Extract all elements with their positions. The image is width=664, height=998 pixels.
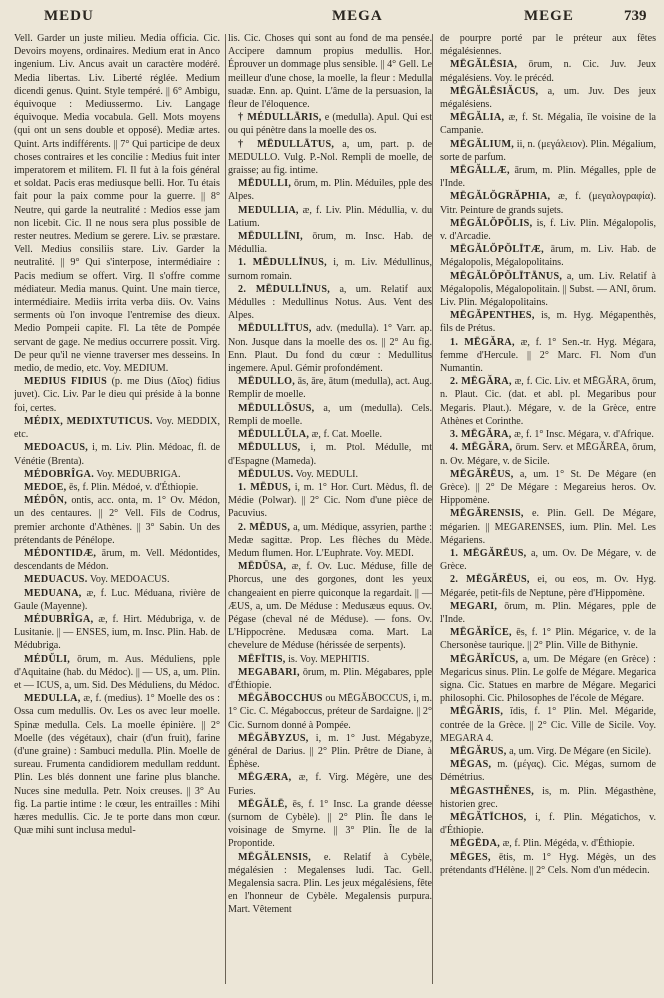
dictionary-entry xyxy=(440,705,656,745)
entry-definition: a, um, part. p. de MEDULLO. Vulg. P.-Nol. Rempli de moelle, de graisse; au fig. intime. xyxy=(228,138,432,177)
entry-definition: ōrum, m. Plin. Mégares, pple de l'Inde. xyxy=(440,600,656,625)
entry-definition: ōrum, m. Aus. Méduliens, pple d'Aquitaine (hab. du Médoc). || — US, a, um. Plin. et — ICUS, a, um. Sid. Des Méduliens, du Médoc. xyxy=(14,653,220,691)
entry-headword: MÉDUBRÎGA, xyxy=(24,613,94,625)
entry-definition: is, f. Liv. Plin. Mégalopolis, v. d'Arcadie. xyxy=(440,217,656,243)
entry-definition: æ, f. Hirt. Médubriga, v. de Lusitanie. || — ENSES, ium, m. Insc. Plin. Hab. de Médubriga. xyxy=(14,613,220,652)
entry-headword: MĒDULUS. xyxy=(238,468,294,480)
entry-definition: a, um (medulla). Cels. Rempli de moelle. xyxy=(228,402,432,427)
page-number: 739 xyxy=(624,8,647,24)
entry-headword: MĒGĂLIA, xyxy=(450,112,505,124)
dictionary-entry xyxy=(14,32,220,375)
entry-headword: 3. MĒGĂRA, xyxy=(450,429,512,441)
dictionary-entry xyxy=(228,560,432,652)
entry-definition: a, um. Relatif aux Médulles : Medullinus Notus. Aus. Vent des Alpes. xyxy=(228,283,432,322)
entry-definition: adv. (medulla). 1° Varr. ap. Non. Jusque dans la moelle des os. || 2° Au fig. Enn. Plaut. Du fond du cœur : Medullitus ingemere. Apul. Gémir profondément. xyxy=(228,323,432,375)
dictionary-entry xyxy=(440,837,656,850)
dictionary-entry xyxy=(14,468,220,481)
dictionary-entry xyxy=(228,177,432,203)
entry-headword: MĒGĂRUS, xyxy=(450,745,507,757)
entry-headword: MĒGĂRENSIS, xyxy=(450,508,524,520)
entry-definition: ii, n. (μεγάλειον). Plin. Mégalium, sorte de parfum. xyxy=(440,138,656,163)
entry-headword: MÉDIX, MEDIXTUTICUS. xyxy=(24,415,153,427)
dictionary-entry xyxy=(228,468,432,481)
entry-definition: æ, f. Luc. Méduana, rivière de Gaule (Mayenne). xyxy=(14,587,220,612)
entry-headword: † MĒDULLĀTUS, xyxy=(238,138,335,150)
entry-definition: a, um. Virg. De Mégare (en Sicile). xyxy=(509,745,652,757)
entry-headword: † MÉDULLĀRIS, xyxy=(238,112,322,124)
entry-headword: MĒDŪSA, xyxy=(238,561,287,573)
entry-definition: e (medulla). Apul. Qui est ou qui pénètre dans la moelle des os. xyxy=(228,112,432,137)
entry-definition: de pourpre porté par le préteur aux fêtes mégalésiennes. xyxy=(440,33,656,58)
dictionary-entry xyxy=(228,653,432,666)
entry-definition: æ, f. Plin. Mégéda, v. d'Éthiopie. xyxy=(502,838,635,850)
entry-headword: MĒGĂBYZUS, xyxy=(238,732,309,744)
entry-headword: MĒGĂLŎPŎLIS, xyxy=(450,217,533,229)
entry-definition: Voy. MEDUBRIGA. xyxy=(96,468,181,480)
entry-headword: MĒGĂLŎGRĂPHIA, xyxy=(450,191,551,203)
entry-headword: MĒGĂLIUM, xyxy=(450,138,515,150)
entry-headword: MĒDULLŬLA, xyxy=(238,429,310,441)
header-right-guideword: MEGE xyxy=(524,8,574,24)
dictionary-entry xyxy=(440,32,656,58)
entry-definition: æ, f. Liv. Plin. Médullia, v. du Latium. xyxy=(228,204,432,229)
dictionary-entry xyxy=(14,547,220,573)
column-left xyxy=(14,32,220,992)
dictionary-entry xyxy=(228,32,432,111)
entry-definition: is. Voy. MEPHITIS. xyxy=(288,653,370,665)
entry-definition: Voy. MEDULI. xyxy=(295,468,358,480)
entry-definition: is, m. Hyg. Mégapenthès, fils de Prétus. xyxy=(440,310,656,335)
entry-headword: MEDUACUS. xyxy=(24,574,88,586)
entry-definition: m. (μέγας). Cic. Mégas, surnom de Démétrius. xyxy=(440,759,656,784)
entry-definition: e. Relatif à Cybèle, mégalésien : Megalenses ludi. Tac. Gell. Megalensia sacra. Plin. Les jeux mégalésiens, fête en l'honneur de Cybèle. Megalensis purpura. Mart. Vêtement xyxy=(228,851,432,916)
entry-definition: ontis, acc. onta, m. 1° Ov. Médon, un des centaures. || 2° Vell. Fils de Codrus, premier archonte d'Athènes. || 3° Sabin. Un des prétendants de Pénélope. xyxy=(14,495,220,546)
entry-headword: MÉDŬLI, xyxy=(24,653,71,665)
dictionary-entry xyxy=(440,270,656,310)
entry-headword: MĒGĂTĪCHOS, xyxy=(450,811,527,823)
entry-definition: (p. me Dius (Δῖος) fidius juvet). Cic. Liv. Par le dieu qui préside à la bonne foi, certes. xyxy=(14,376,220,414)
entry-definition: æ, f. (μεγαλογραφία). Vitr. Peinture de grands sujets. xyxy=(440,191,656,216)
entry-headword: MEGABARI, xyxy=(238,666,300,678)
entry-definition: a, um. 1° St. De Mégare (en Grèce). || 2° De Mégare : Megareius heros. Ov. Hippomène. xyxy=(440,468,656,507)
entry-headword: MĒGĂLŎPŎLĪTÆ, xyxy=(450,244,544,256)
entry-headword: 2. MĒGĂRA, xyxy=(450,376,512,388)
entry-headword: MĒDULLŌSUS, xyxy=(238,402,315,414)
dictionary-entry xyxy=(228,138,432,178)
dictionary-entry xyxy=(14,494,220,547)
entry-headword: MEDULLIA, xyxy=(238,204,299,216)
entry-definition: a, um. Juv. Des jeux mégalésiens. xyxy=(440,85,656,111)
dictionary-entry xyxy=(14,481,220,494)
entry-headword: MEDUANA, xyxy=(24,587,82,599)
dictionary-entry xyxy=(440,309,656,335)
dictionary-entry xyxy=(228,204,432,230)
entry-definition: i, f. Plin. Mégatichos, v. d'Éthiopie. xyxy=(440,811,656,837)
dictionary-entry xyxy=(440,58,656,84)
entry-definition: æ, f. Virg. Mégère, une des Furies. xyxy=(228,772,432,797)
entry-headword: MÉDONTIDÆ, xyxy=(24,547,97,559)
entry-definition: i, m. 1° Hor. Curt. Mèdus, fl. de Médie (Polwar). || 2° Cic. Nom d'une pièce de Pacuvius. xyxy=(228,481,432,520)
entry-headword: MEGARI, xyxy=(450,600,498,612)
dictionary-entry xyxy=(14,441,220,467)
entry-definition: ārum, m. Vell. Médontides, descendants de Médon. xyxy=(14,547,220,573)
entry-definition: æ, f. 1° Sen.-tr. Hyg. Mégara, femme d'Hercule. || 2° Marc. Fl. Nom d'un Numantin. xyxy=(440,336,656,375)
entry-definition: æ, f. Ov. Luc. Méduse, fille de Phorcus, une des gorgones, dont les yeux changeaient en pierre quiconque la regardait. || — ÆUS, a, um. De Méduse : Medusæus equus. Ov. Pégase (cheval né de Méduse). — fons. Ov. L'Hippocrène. Medusæa coma. Mart. La chevelure de Méduse (hérissée de serpents). xyxy=(228,561,432,652)
dictionary-entry xyxy=(228,402,432,428)
entry-headword: MĒDULLO, xyxy=(238,376,296,388)
dictionary-entry xyxy=(228,230,432,256)
entry-headword: MĒGES, xyxy=(450,851,491,863)
dictionary-entry xyxy=(228,428,432,441)
dictionary-entry xyxy=(440,851,656,877)
entry-headword: MĒGĂLĒSIA, xyxy=(450,59,518,71)
dictionary-entry xyxy=(440,111,656,137)
entry-headword: 1. MĒDUS, xyxy=(238,481,291,493)
dictionary-entry xyxy=(228,771,432,797)
entry-headword: MĒGĂLENSIS, xyxy=(238,851,312,863)
dictionary-entry xyxy=(14,613,220,653)
entry-definition: ētis, m. 1° Hyg. Mégès, un des prétendants d'Hélène. || 2° Cels. Nom d'un médecin. xyxy=(440,851,656,876)
entry-definition: i, m. Liv. Plin. Médoac, fl. de Vénétie (Brenta). xyxy=(14,442,220,467)
dictionary-entry xyxy=(440,138,656,164)
entry-headword: 1. MĒGĂRA, xyxy=(450,336,515,348)
entry-headword: 2. MĒGĂRĒUS, xyxy=(450,574,530,586)
entry-definition: e. Plin. Gell. De Mégare, mégarien. || MEGARENSES, ium. Plin. Mel. Les Mégariens. xyxy=(440,508,656,546)
dictionary-entry xyxy=(440,745,656,758)
dictionary-entry xyxy=(14,653,220,693)
entry-definition: ārum, m. Plin. Mégalles, pple de l'Inde. xyxy=(440,165,656,190)
dictionary-entry xyxy=(14,573,220,586)
entry-headword: MĒDULLĪNI, xyxy=(238,231,303,243)
dictionary-entry xyxy=(440,573,656,599)
entry-definition: ōrum. Serv. et MĒGĂRĒA, ōrum, n. Ov. Mégare, v. de Sicile. xyxy=(440,442,656,467)
dictionary-entry xyxy=(14,587,220,613)
entry-headword: 2. MĒDUS, xyxy=(238,521,291,533)
entry-headword: MĒGĂRIS, xyxy=(450,706,504,718)
dictionary-entry xyxy=(228,521,432,561)
entry-definition: is, m. Plin. Mégasthène, historien grec. xyxy=(440,785,656,810)
entry-definition: æ, f. (medius). 1° Moelle des os : Ossa cum medullis. Ov. Les os avec leur moelle. Spinæ medulla. Cels. La moelle épinière. || 2° Moelle (des végétaux), chair (d'un fruit), farine (d'une graine) : Sambuci medulla. Plin. Moelle de sureau. Frumenta candidiorem medullam reddunt. Plin. Les blés donnent une farine plus blanche. Nuces sine medulla. Petr. Noix creuses. || 3° Au fig. La partie intime : le cœur, les entrailles : Mihi hæres medullis. Cic. Je te porte dans mon cœur. Quæ mihi sunt inclusa medul- xyxy=(14,693,220,837)
entry-headword: 1. MĒGĂRĒUS, xyxy=(450,547,527,559)
dictionary-entry xyxy=(440,375,656,428)
entry-headword: MĒGĂLĒ, xyxy=(238,798,288,810)
dictionary-entry xyxy=(440,164,656,190)
entry-definition: a, um. Ov. De Mégare, v. de Grèce. xyxy=(440,547,656,573)
entry-definition: ēs, f. 1° Plin. Mégarice, v. de la Chersonèse taurique. || 2° Plin. Ville de Bithynie. xyxy=(440,627,656,652)
entry-headword: MEDULLA, xyxy=(24,693,81,705)
entry-headword: MĒGAS, xyxy=(450,759,492,771)
column-middle xyxy=(228,32,432,992)
entry-headword: MĒGĂRĬCUS, xyxy=(450,653,519,665)
header-left-guideword: MEDU xyxy=(44,8,94,24)
columns xyxy=(14,32,656,992)
entry-definition: ēs, f. 1° Insc. La grande déesse (surnom de Cybèle). || 2° Plin. Île dans le voisinage de Smyrne. || 3° Plin. Île de la Propontide. xyxy=(228,798,432,850)
entry-definition: æ, f. Cat. Moelle. xyxy=(311,429,383,441)
dictionary-entry xyxy=(440,507,656,547)
entry-definition: ārum, m. Liv. Hab. de Mégalopolis, Mégalopolitains. xyxy=(440,244,656,269)
dictionary-entry xyxy=(228,798,432,851)
entry-headword: MĒGĂLLÆ, xyxy=(450,165,510,177)
entry-headword: MĒGĂRĒUS, xyxy=(450,468,514,480)
dictionary-entry xyxy=(440,785,656,811)
dictionary-entry xyxy=(440,336,656,376)
running-header xyxy=(14,0,654,30)
entry-definition: i, m. Ptol. Médulle, mt d'Espagne (Mameda). xyxy=(228,442,432,467)
dictionary-entry xyxy=(228,851,432,917)
entry-headword: MĒGĂBOCCHUS xyxy=(238,693,323,705)
entry-definition: i, m. 1° Just. Mégabyze, général de Darius. || 2° Plin. Prêtre de Diane, à Éphèse. xyxy=(228,732,432,771)
dictionary-entry xyxy=(440,811,656,837)
entry-headword: MĒGĂLŎPŎLĪTĀNUS, xyxy=(450,270,563,282)
dictionary-entry xyxy=(440,547,656,573)
entry-definition: ōrum, m. Plin. Méduiles, pple des Alpes. xyxy=(228,178,432,203)
entry-headword: MĒGĒDA, xyxy=(450,838,501,850)
entry-headword: MEDOE, xyxy=(24,481,67,493)
dictionary-entry xyxy=(228,481,432,521)
entry-headword: 2. MĒDULLĪNUS, xyxy=(238,283,331,295)
entry-definition: Vell. Garder un juste milieu. Media officia. Cic. Devoirs moyens, ordinaires. Medium erat in Anco ingenium. Liv. Ancus avait un caractère modéré. Media libertas. Liv. Liberté réglée. Medium dicendi genus. Quint. Style tempéré. || 6° Ambigu, équivoque : Mediussermo. Liv. Langage équivoque. Media vocabula. Gell. Mots moyens (qui ont un sens double et opposé). Mediæ artes. Quint. Arts indifférents. || 7° Qui participe de deux choses contraires et les concilie : Medius fuit inter imperatorem et militem. Fl. Il fut à la fois général et soldat. Pacis eras mediusque belli. Hor. Tu étais fait pour la paix comme pour la guerre. || 8° Neutre, qui garde la neutralité : Medios esse jam non licebit. Cic. Il ne nous sera plus possible de rester neutres. Medium se gerere. Liv. se præstare. Vell. Medius consiliis stare. Liv. Garder la neutralité. || 9° Qui s'interpose, intermédiaire : Pacis medium se offert. Virg. Il s'offre comme médiateur. Media manus. Quint. Une main tierce, intermédiaire. Mediis irrita verba diis. Ov. Vains serments où l'on invoque l'entremise des dieux. Medio Pompeii capite. Fl. La tête de Pompée servant de gage. Ne medius occurrere possit. Virg. De peur qu'il ne vienne traverser mes desseins. In medio, de medio, etc. Voy. MEDIUM. xyxy=(14,33,220,375)
entry-definition: Voy. MEDOACUS. xyxy=(89,574,170,586)
dictionary-entry xyxy=(440,758,656,784)
dictionary-entry xyxy=(228,375,432,401)
dictionary-entry xyxy=(228,732,432,772)
entry-definition: ās, āre, ātum (medulla), act. Aug. Remplir de moelle. xyxy=(228,376,432,401)
dictionary-entry xyxy=(440,217,656,243)
dictionary-entry xyxy=(228,256,432,282)
dictionary-entry xyxy=(228,111,432,137)
entry-definition: Voy. MEDDIX, etc. xyxy=(14,415,220,441)
dictionary-entry xyxy=(228,283,432,323)
dictionary-entry xyxy=(440,428,656,441)
entry-headword: MĒGASTHĔNES, xyxy=(450,785,535,797)
dictionary-entry xyxy=(228,441,432,467)
entry-definition: i, m. Liv. Médullinus, surnom romain. xyxy=(228,257,432,282)
entry-definition: ĭdis, f. 1° Plin. Mel. Mégaride, contrée de la Grèce. || 2° Cic. Ville de Sicile. Voy. MEGARA 4. xyxy=(440,706,656,744)
entry-definition: lis. Cic. Choses qui sont au fond de ma pensée. Accipere damnum propius medullis. Hor. Éprouver un dommage plus sensible. || 4° Gell. Le meilleur d'une chose, la moelle, la fleur : Medulla suadæ. Enn. ap. Quint. L'âme de la persuasion, la fleur de l'éloquence. xyxy=(228,33,432,111)
dictionary-entry xyxy=(14,692,220,837)
entry-headword: MĒFĪTIS, xyxy=(238,653,286,665)
entry-definition: a, um. De Mégare (en Grèce) : Megaricus sinus. Plin. Le golfe de Mégare. Megarica signa. Cic. Statues en marbre de Mégare. Megarici philosophi. Cic. Philosophes de l'école de Mégare. xyxy=(440,653,656,705)
entry-headword: MĒGÆRA, xyxy=(238,772,292,784)
dictionary-entry xyxy=(228,692,432,732)
entry-headword: 1. MĒDULLĪNUS, xyxy=(238,257,327,269)
entry-headword: MĒDULLUS, xyxy=(238,442,301,454)
entry-definition: a, um. Médique, assyrien, parthe : Medæ sagittæ. Prop. Les flèches du Mède. Medum flumen. Hor. L'Euphrate. Voy. MEDI. xyxy=(228,521,432,559)
dictionary-entry xyxy=(440,626,656,652)
dictionary-entry xyxy=(440,468,656,508)
dictionary-entry xyxy=(440,85,656,111)
entry-definition: æ, f. 1° Insc. Mégara, v. d'Afrique. xyxy=(514,429,654,441)
entry-definition: ei, ou eos, m. Ov. Hyg. Mégarée, petit-fils de Neptune, père d'Hippomène. xyxy=(440,574,656,599)
entry-headword: MĒGĂPENTHES, xyxy=(450,310,535,322)
dictionary-entry xyxy=(228,666,432,692)
column-right xyxy=(440,32,656,992)
entry-definition: ōrum, m. Plin. Mégabares, pple d'Éthiopie. xyxy=(228,666,432,691)
dictionary-entry xyxy=(440,441,656,467)
dictionary-entry xyxy=(228,322,432,375)
entry-headword: MEDIUS FIDIUS xyxy=(24,376,108,388)
entry-headword: MĒDULLĪTUS, xyxy=(238,323,312,335)
dictionary-entry xyxy=(440,600,656,626)
entry-headword: 4. MĒGĂRA, xyxy=(450,442,513,454)
header-center-guideword: MEGA xyxy=(332,8,383,24)
entry-definition: ōrum, m. Insc. Hab. de Médullia. xyxy=(228,231,432,256)
entry-definition: æ, f. St. Mégalia, île voisine de la Campanie. xyxy=(440,112,656,137)
entry-definition: æ, f. Cic. Liv. et MĒGĂRA, ōrum, n. Plaut. Cic. (dat. et abl. pl. Megaribus pour Megaris. Plaut.). Mégare, v. de la Grèce, entre Athènes et Corinthe. xyxy=(440,376,656,427)
entry-definition: ēs, f. Plin. Médoé, v. d'Éthiopie. xyxy=(69,481,199,493)
entry-definition: ōrum, n. Cic. Juv. Jeux mégalésiens. Voy. le précéd. xyxy=(440,59,656,84)
dictionary-entry xyxy=(14,415,220,441)
entry-headword: MĒDULLI, xyxy=(238,178,292,190)
entry-headword: MEDOACUS, xyxy=(24,442,89,454)
entry-headword: MÉDŌN, xyxy=(24,495,68,507)
dictionary-entry xyxy=(440,653,656,706)
dictionary-entry xyxy=(14,375,220,415)
entry-headword: MĒGĂLĒSIĂCUS, xyxy=(450,85,539,97)
entry-headword: MĒGĂRĬCE, xyxy=(450,627,512,639)
dictionary-entry xyxy=(440,243,656,269)
entry-definition: ou MĒGĂBOCCUS, i, m. 1° Cic. C. Mégaboccus, préteur de Sardaigne. || 2° Cic. Surnom donné à Pompée. xyxy=(228,693,432,731)
entry-definition: a, um. Liv. Relatif à Mégalopolis, Mégalopolitain. || Subst. — ANI, ōrum. Liv. Plin. Mégalopolitains. xyxy=(440,270,656,309)
entry-headword: MÉDOBRÎGA. xyxy=(24,468,95,480)
dictionary-entry xyxy=(440,190,656,216)
